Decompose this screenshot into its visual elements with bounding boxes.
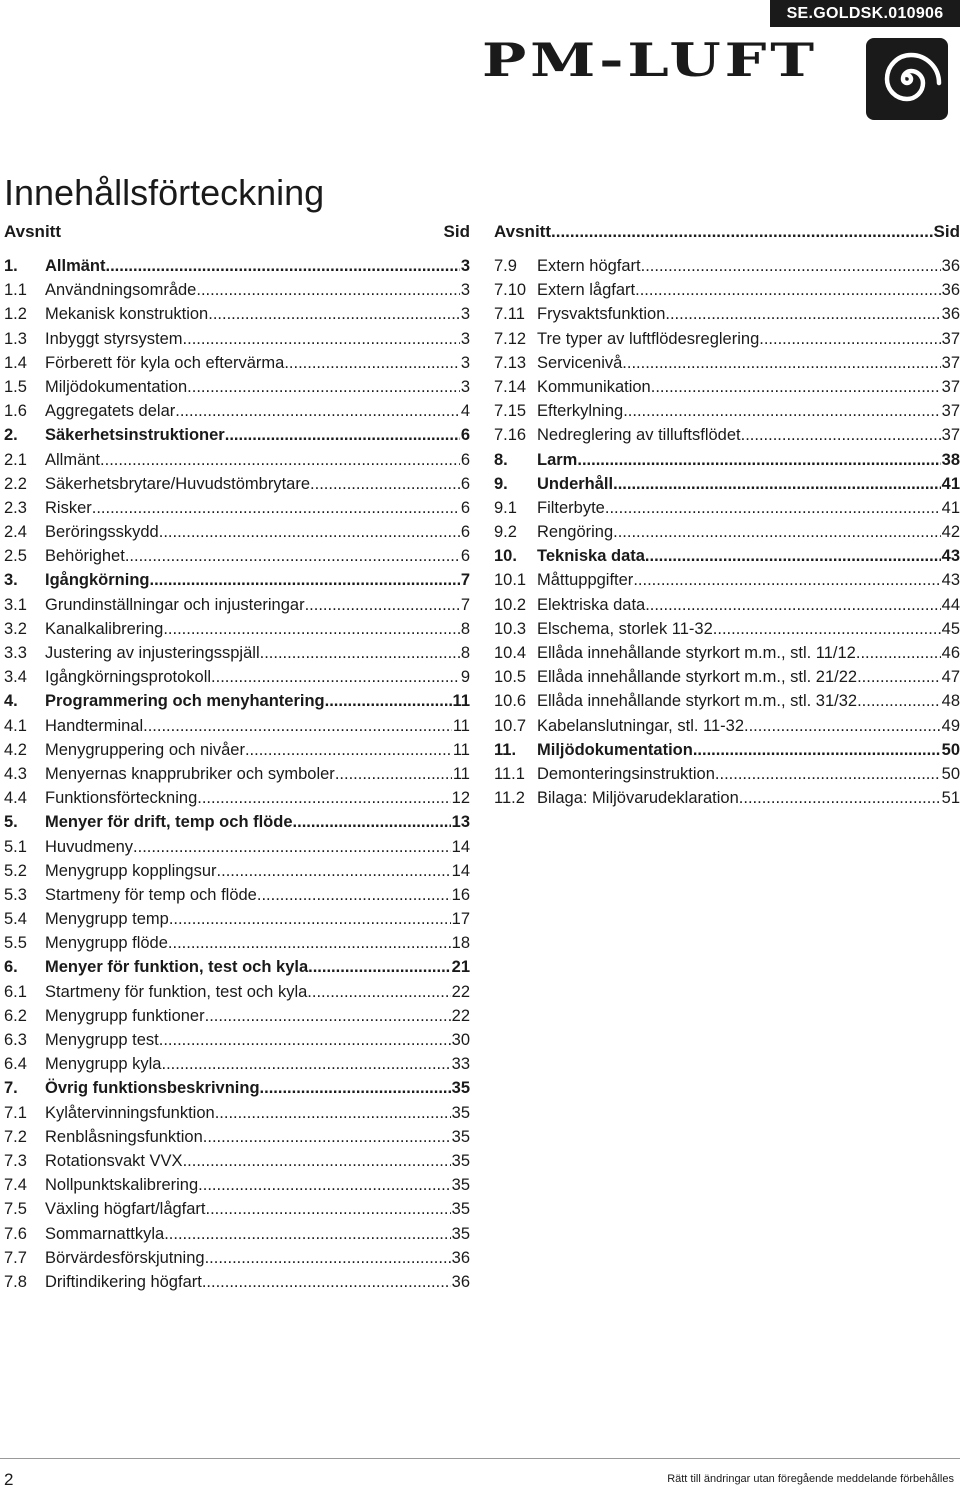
toc-entry-title: Extern lågfart bbox=[537, 281, 636, 300]
toc-entry-number: 2.4 bbox=[4, 523, 27, 542]
toc-entry[interactable] bbox=[4, 689, 470, 713]
toc-entry-page: 8 bbox=[460, 619, 470, 638]
toc-entry-title: Menyernas knapprubriker och symboler bbox=[45, 764, 335, 783]
toc-entry-number: 1.2 bbox=[4, 305, 27, 324]
toc-entry[interactable] bbox=[4, 375, 470, 399]
header-page-label: Sid bbox=[933, 222, 960, 241]
toc-entry-number: 2. bbox=[4, 426, 18, 445]
toc-entry[interactable] bbox=[4, 1246, 470, 1270]
toc-entry-page: 14 bbox=[451, 837, 470, 856]
toc-entry[interactable] bbox=[4, 786, 470, 810]
toc-entry[interactable] bbox=[494, 302, 960, 326]
toc-entry-number: 9. bbox=[494, 474, 508, 493]
toc-entry-page: 50 bbox=[941, 740, 960, 759]
toc-entry-title: Nollpunktskalibrering bbox=[45, 1176, 199, 1195]
toc-entry-number: 7.5 bbox=[4, 1200, 27, 1219]
toc-entry-page: 21 bbox=[451, 958, 470, 977]
toc-entry[interactable] bbox=[494, 786, 960, 810]
toc-column-left bbox=[4, 220, 470, 1294]
toc-entry-title: Filterbyte bbox=[537, 498, 605, 517]
toc-entry[interactable] bbox=[4, 859, 470, 883]
toc-entry-page: 35 bbox=[451, 1079, 470, 1098]
toc-entry-page: 22 bbox=[451, 1006, 470, 1025]
toc-entry-page: 3 bbox=[460, 305, 470, 324]
toc-entry-title: Rotationsvakt VVX bbox=[45, 1151, 183, 1170]
toc-entry-number: 2.5 bbox=[4, 547, 27, 566]
toc-entry[interactable] bbox=[4, 1197, 470, 1221]
toc-entry-title: Startmeny för funktion, test och kyla bbox=[45, 982, 308, 1001]
toc-entry-number: 10.4 bbox=[494, 644, 527, 662]
toc-entry[interactable] bbox=[4, 1125, 470, 1149]
toc-entry-number: 1.5 bbox=[4, 377, 27, 396]
toc-entry-number: 7.6 bbox=[4, 1224, 27, 1243]
toc-entry-number: 7.7 bbox=[4, 1248, 27, 1267]
toc-entry-page: 3 bbox=[460, 257, 470, 275]
toc-entry-page: 36 bbox=[451, 1248, 470, 1267]
toc-entry-page: 3 bbox=[460, 353, 470, 372]
toc-entry-title: Extern högfart bbox=[537, 257, 641, 275]
toc-entry[interactable] bbox=[494, 665, 960, 689]
toc-list-left bbox=[4, 254, 470, 1294]
toc-entry-page: 51 bbox=[941, 789, 960, 808]
toc-entry-page: 37 bbox=[941, 329, 960, 348]
toc-entry-title: Huvudmeny bbox=[45, 837, 134, 856]
toc-entry-title: Inbyggt styrsystem bbox=[45, 329, 183, 348]
toc-entry-number: 3.4 bbox=[4, 668, 27, 687]
toc-entry[interactable] bbox=[4, 1052, 470, 1076]
toc-entry-number: 2.1 bbox=[4, 450, 27, 469]
toc-entry-page: 14 bbox=[451, 861, 470, 880]
toc-entry-title: Kanalkalibrering bbox=[45, 619, 164, 638]
toc-entry-page: 42 bbox=[941, 523, 960, 542]
toc-entry-number: 7.8 bbox=[4, 1272, 27, 1291]
toc-entry[interactable] bbox=[4, 641, 470, 665]
toc-entry-title: Aggregatets delar bbox=[45, 402, 176, 421]
toc-entry[interactable] bbox=[494, 399, 960, 423]
toc-entry-title: Igångkörning bbox=[45, 571, 150, 590]
toc-entry-title: Börvärdesförskjutning bbox=[45, 1248, 205, 1267]
toc-header-left bbox=[4, 220, 470, 244]
toc-entry-title: Miljödokumentation bbox=[45, 377, 188, 396]
toc-entry-title: Kommunikation bbox=[537, 377, 651, 396]
toc-entry[interactable] bbox=[494, 496, 960, 520]
toc-entry-page: 43 bbox=[941, 547, 960, 566]
toc-entry[interactable] bbox=[4, 351, 470, 375]
toc-entry[interactable] bbox=[4, 1173, 470, 1197]
toc-entry-page: 41 bbox=[941, 498, 960, 517]
toc-entry-page: 3 bbox=[460, 281, 470, 300]
toc-entry-title: Beröringsskydd bbox=[45, 523, 159, 542]
toc-entry[interactable] bbox=[4, 448, 470, 472]
toc-entry-page: 35 bbox=[451, 1127, 470, 1146]
toc-entry-page: 36 bbox=[941, 257, 960, 275]
toc-entry-page: 11 bbox=[452, 740, 470, 759]
toc-entry-title: Igångkörningsprotokoll bbox=[45, 668, 212, 687]
toc-entry-number: 10.1 bbox=[494, 571, 527, 590]
toc-entry-title: Behörighet bbox=[45, 547, 125, 566]
toc-entry-page: 6 bbox=[460, 426, 470, 445]
toc-entry-title: Allmänt bbox=[45, 257, 106, 275]
toc-entry-title: Menygrupp kyla bbox=[45, 1055, 162, 1074]
toc-entry[interactable] bbox=[494, 351, 960, 375]
toc-entry-page: 41 bbox=[941, 474, 960, 493]
toc-entry-page: 6 bbox=[460, 498, 470, 517]
toc-entry-number: 7.9 bbox=[494, 257, 517, 275]
toc-entry[interactable] bbox=[494, 738, 960, 762]
toc-entry-number: 3. bbox=[4, 571, 18, 590]
toc-entry-page: 50 bbox=[941, 764, 960, 783]
toc-entry-number: 7.10 bbox=[494, 281, 527, 300]
toc-entry-title: Övrig funktionsbeskrivning bbox=[45, 1079, 260, 1098]
toc-entry-number: 1.3 bbox=[4, 329, 27, 348]
toc-entry-title: Frysvaktsfunktion bbox=[537, 305, 666, 324]
toc-entry-page: 35 bbox=[451, 1176, 470, 1195]
toc-entry-page: 48 bbox=[941, 692, 960, 711]
toc-entry-title: Driftindikering högfart bbox=[45, 1272, 202, 1291]
toc-entry-number: 7. bbox=[4, 1079, 18, 1098]
toc-entry[interactable] bbox=[4, 1270, 470, 1294]
toc-entry[interactable] bbox=[4, 1101, 470, 1125]
toc-entry-number: 11.1 bbox=[494, 764, 525, 783]
toc-entry-number: 7.12 bbox=[494, 329, 527, 348]
toc-entry-number: 6. bbox=[4, 958, 18, 977]
toc-entry-page: 12 bbox=[451, 789, 470, 808]
toc-entry-title: Allmänt bbox=[45, 450, 101, 469]
toc-entry[interactable] bbox=[494, 520, 960, 544]
toc-entry-number: 7.1 bbox=[4, 1103, 27, 1122]
toc-entry[interactable] bbox=[494, 472, 960, 496]
toc-entry-page: 36 bbox=[941, 281, 960, 300]
swirl-logo-icon bbox=[866, 38, 948, 120]
toc-list-right bbox=[494, 254, 960, 810]
toc-entry-title: Förberett för kyla och eftervärma bbox=[45, 353, 285, 372]
toc-entry-page: 38 bbox=[941, 450, 960, 469]
toc-entry[interactable] bbox=[4, 544, 470, 568]
toc-entry-page: 43 bbox=[941, 571, 960, 590]
toc-entry-number: 10.7 bbox=[494, 716, 527, 735]
toc-entry-page: 37 bbox=[941, 377, 960, 396]
toc-entry-title: Funktionsförteckning bbox=[45, 789, 198, 808]
toc-entry-page: 16 bbox=[451, 885, 470, 904]
header-section-label: Avsnitt bbox=[4, 222, 61, 241]
header-section-label: Avsnitt bbox=[494, 222, 551, 241]
toc-entry-page: 3 bbox=[460, 377, 470, 396]
toc-entry-page: 36 bbox=[451, 1272, 470, 1291]
toc-entry-page: 47 bbox=[941, 668, 960, 687]
toc-entry-number: 1. bbox=[4, 257, 18, 275]
toc-entry-title: Tre typer av luftflödesreglering bbox=[537, 329, 760, 348]
toc-entry-page: 6 bbox=[460, 523, 470, 542]
toc-entry-title: Elschema, storlek 11-32 bbox=[537, 619, 713, 638]
toc-entry[interactable] bbox=[4, 980, 470, 1004]
toc-entry-title: Menygrupp kopplingsur bbox=[45, 861, 217, 880]
footer-divider bbox=[0, 1458, 960, 1459]
toc-entry-title: Menygrupp temp bbox=[45, 910, 169, 929]
toc-entry-number: 3.3 bbox=[4, 644, 27, 662]
toc-entry-number: 7.2 bbox=[4, 1127, 27, 1146]
toc-entry-title: Ellåda innehållande styrkort m.m., stl. 11/12 bbox=[537, 644, 856, 662]
toc-entry-number: 1.1 bbox=[4, 281, 27, 300]
toc-entry-number: 7.11 bbox=[494, 305, 525, 324]
toc-entry-number: 7.15 bbox=[494, 402, 527, 421]
toc-entry-number: 4.1 bbox=[4, 716, 27, 735]
toc-entry[interactable] bbox=[494, 423, 960, 447]
toc-entry-number: 4.3 bbox=[4, 764, 27, 783]
toc-entry-number: 7.16 bbox=[494, 426, 527, 445]
toc-entry[interactable] bbox=[4, 327, 470, 351]
toc-entry[interactable] bbox=[4, 593, 470, 617]
toc-entry-title: Användningsområde bbox=[45, 281, 197, 300]
toc-entry-number: 3.2 bbox=[4, 619, 27, 638]
toc-entry-number: 6.4 bbox=[4, 1055, 27, 1074]
toc-entry[interactable] bbox=[494, 278, 960, 302]
document-code-badge: SE.GOLDSK.010906 bbox=[770, 0, 960, 27]
toc-entry-title: Ellåda innehållande styrkort m.m., stl. 31/32 bbox=[537, 692, 858, 711]
toc-entry-page: 37 bbox=[941, 402, 960, 421]
toc-entry-title: Programmering och menyhantering bbox=[45, 692, 325, 711]
toc-entry-title: Rengöring bbox=[537, 523, 614, 542]
toc-entry[interactable] bbox=[4, 1076, 470, 1100]
toc-entry-number: 11. bbox=[494, 740, 517, 759]
toc-entry-title: Menygrupp funktioner bbox=[45, 1006, 205, 1025]
toc-entry-number: 10.3 bbox=[494, 619, 527, 638]
toc-entry-number: 4.2 bbox=[4, 740, 27, 759]
toc-entry-number: 1.4 bbox=[4, 353, 27, 372]
toc-entry-page: 4 bbox=[460, 402, 470, 421]
toc-entry-page: 6 bbox=[460, 474, 470, 493]
toc-entry-title: Måttuppgifter bbox=[537, 571, 634, 590]
toc-entry[interactable] bbox=[4, 302, 470, 326]
toc-entry-title: Säkerhetsbrytare/Huvudstömbrytare bbox=[45, 474, 311, 493]
toc-entry-title: Startmeny för temp och flöde bbox=[45, 885, 257, 904]
toc-entry[interactable] bbox=[4, 399, 470, 423]
toc-entry-page: 36 bbox=[941, 305, 960, 324]
header-page-label: Sid bbox=[443, 222, 470, 241]
toc-entry[interactable] bbox=[494, 762, 960, 786]
toc-entry-number: 2.2 bbox=[4, 474, 27, 493]
toc-entry-title: Risker bbox=[45, 498, 92, 517]
toc-entry-title: Sommarnattkyla bbox=[45, 1224, 165, 1243]
toc-entry[interactable] bbox=[4, 520, 470, 544]
toc-entry[interactable] bbox=[4, 617, 470, 641]
toc-entry-title: Renblåsningsfunktion bbox=[45, 1127, 203, 1146]
toc-entry-title: Säkerhetsinstruktioner bbox=[45, 426, 225, 445]
toc-entry-number: 4.4 bbox=[4, 789, 27, 808]
toc-entry-title: Servicenivå bbox=[537, 353, 623, 372]
toc-entry-page: 35 bbox=[451, 1151, 470, 1170]
toc-entry-page: 6 bbox=[460, 450, 470, 469]
toc-entry-title: Grundinställningar och injusteringar bbox=[45, 595, 305, 614]
toc-entry-number: 10.2 bbox=[494, 595, 527, 614]
toc-entry-page: 35 bbox=[451, 1103, 470, 1122]
toc-entry[interactable] bbox=[4, 254, 470, 278]
toc-entry-page: 44 bbox=[941, 595, 960, 614]
toc-entry-number: 7.3 bbox=[4, 1151, 27, 1170]
toc-entry-title: Menyer för drift, temp och flöde bbox=[45, 813, 293, 832]
toc-entry[interactable] bbox=[494, 641, 960, 665]
toc-entry[interactable] bbox=[4, 665, 470, 689]
toc-entry-number: 11.2 bbox=[494, 789, 525, 808]
toc-entry-title: Handterminal bbox=[45, 716, 144, 735]
toc-entry-number: 7.14 bbox=[494, 377, 527, 396]
toc-entry-title: Miljödokumentation bbox=[537, 740, 693, 759]
toc-entry-page: 11 bbox=[452, 764, 470, 783]
toc-entry[interactable] bbox=[4, 278, 470, 302]
toc-entry[interactable] bbox=[4, 738, 470, 762]
toc-entry-number: 5.1 bbox=[4, 837, 27, 856]
toc-entry[interactable] bbox=[494, 448, 960, 472]
page-title: Innehållsförteckning bbox=[4, 172, 325, 213]
toc-entry-number: 3.1 bbox=[4, 595, 27, 614]
toc-entry-page: 33 bbox=[451, 1055, 470, 1074]
toc-entry[interactable] bbox=[4, 907, 470, 931]
toc-entry[interactable] bbox=[4, 1222, 470, 1246]
toc-entry-number: 6.2 bbox=[4, 1006, 27, 1025]
toc-entry-number: 9.1 bbox=[494, 498, 517, 517]
toc-entry-page: 7 bbox=[460, 571, 470, 590]
toc-entry-page: 17 bbox=[451, 910, 470, 929]
toc-entry[interactable] bbox=[4, 835, 470, 859]
toc-entry-number: 10. bbox=[494, 547, 517, 566]
toc-entry[interactable] bbox=[494, 254, 960, 278]
toc-entry[interactable] bbox=[4, 714, 470, 738]
toc-entry-title: Justering av injusteringsspjäll bbox=[45, 644, 260, 662]
toc-entry-number: 5.2 bbox=[4, 861, 27, 880]
toc-entry-title: Nedreglering av tilluftsflödet bbox=[537, 426, 741, 445]
toc-entry[interactable] bbox=[494, 568, 960, 592]
toc-entry-title: Demonteringsinstruktion bbox=[537, 764, 715, 783]
toc-entry-number: 8. bbox=[494, 450, 508, 469]
toc-entry[interactable] bbox=[494, 544, 960, 568]
toc-entry[interactable] bbox=[4, 1149, 470, 1173]
toc-entry-number: 6.3 bbox=[4, 1031, 27, 1049]
toc-entry-title: Mekanisk konstruktion bbox=[45, 305, 209, 324]
toc-entry-title: Efterkylning bbox=[537, 402, 624, 421]
toc-entry-title: Menygruppering och nivåer bbox=[45, 740, 245, 759]
toc-entry-page: 11 bbox=[452, 692, 470, 711]
toc-entry-page: 3 bbox=[460, 329, 470, 348]
toc-entry[interactable] bbox=[4, 762, 470, 786]
toc-entry[interactable] bbox=[4, 496, 470, 520]
toc-entry-page: 46 bbox=[941, 644, 960, 662]
toc-entry-page: 35 bbox=[451, 1200, 470, 1219]
toc-entry-number: 5. bbox=[4, 813, 18, 832]
toc-entry-number: 1.6 bbox=[4, 402, 27, 421]
toc-entry[interactable] bbox=[4, 955, 470, 979]
toc-entry[interactable] bbox=[4, 883, 470, 907]
toc-entry[interactable] bbox=[494, 375, 960, 399]
toc-entry[interactable] bbox=[494, 714, 960, 738]
toc-entry-page: 30 bbox=[451, 1031, 470, 1049]
toc-entry[interactable] bbox=[4, 810, 470, 834]
toc-entry[interactable] bbox=[4, 1028, 470, 1052]
toc-entry-number: 5.4 bbox=[4, 910, 27, 929]
toc-entry-title: Menygrupp flöde bbox=[45, 934, 168, 953]
toc-entry[interactable] bbox=[4, 472, 470, 496]
toc-entry-title: Menygrupp test bbox=[45, 1031, 159, 1049]
page-number: 2 bbox=[4, 1470, 14, 1489]
toc-entry-page: 11 bbox=[452, 716, 470, 735]
footer-disclaimer: Rätt till ändringar utan föregående meddelande förbehålles bbox=[667, 1473, 954, 1485]
toc-entry-title: Kylåtervinningsfunktion bbox=[45, 1103, 215, 1122]
toc-entry-page: 13 bbox=[451, 813, 470, 832]
toc-entry-page: 6 bbox=[460, 547, 470, 566]
toc-entry[interactable] bbox=[4, 931, 470, 955]
toc-entry-number: 9.2 bbox=[494, 523, 517, 542]
toc-entry-title: Menyer för funktion, test och kyla bbox=[45, 958, 309, 977]
toc-entry-title: Tekniska data bbox=[537, 547, 645, 566]
logo-wordmark: PM-LUFT bbox=[482, 33, 818, 87]
toc-entry-number: 4. bbox=[4, 692, 18, 711]
toc-entry-title: Växling högfart/lågfart bbox=[45, 1200, 206, 1219]
toc-entry[interactable] bbox=[494, 689, 960, 713]
toc-entry[interactable] bbox=[494, 327, 960, 351]
toc-entry-page: 22 bbox=[451, 982, 470, 1001]
pm-luft-logo bbox=[482, 33, 948, 122]
toc-column-right bbox=[494, 220, 960, 810]
toc-entry-page: 37 bbox=[941, 426, 960, 445]
toc-entry-number: 5.3 bbox=[4, 885, 27, 904]
toc-entry-page: 7 bbox=[460, 595, 470, 614]
toc-entry-title: Underhåll bbox=[537, 474, 614, 493]
toc-entry-page: 18 bbox=[451, 934, 470, 953]
toc-entry-title: Bilaga: Miljövarudeklaration bbox=[537, 789, 739, 808]
toc-entry[interactable] bbox=[494, 593, 960, 617]
toc-entry-number: 6.1 bbox=[4, 982, 27, 1001]
toc-header-right bbox=[494, 220, 960, 244]
toc-entry-title: Elektriska data bbox=[537, 595, 646, 614]
toc-entry-page: 49 bbox=[941, 716, 960, 735]
toc-entry-number: 5.5 bbox=[4, 934, 27, 953]
toc-entry[interactable] bbox=[4, 568, 470, 592]
toc-entry-number: 7.4 bbox=[4, 1176, 27, 1195]
toc-entry[interactable] bbox=[4, 423, 470, 447]
toc-entry-page: 37 bbox=[941, 353, 960, 372]
toc-entry-page: 45 bbox=[941, 619, 960, 638]
toc-entry-number: 2.3 bbox=[4, 498, 27, 517]
toc-entry-number: 10.5 bbox=[494, 668, 527, 687]
toc-entry-number: 7.13 bbox=[494, 353, 527, 372]
toc-entry-title: Kabelanslutningar, stl. 11-32 bbox=[537, 716, 744, 735]
toc-entry-title: Larm bbox=[537, 450, 578, 469]
toc-entry-title: Ellåda innehållande styrkort m.m., stl. 21/22 bbox=[537, 668, 858, 687]
toc-entry-page: 9 bbox=[460, 668, 470, 687]
toc-entry[interactable] bbox=[494, 617, 960, 641]
toc-entry-number: 10.6 bbox=[494, 692, 527, 711]
toc-entry-page: 35 bbox=[451, 1224, 470, 1243]
toc-entry-page: 8 bbox=[460, 644, 470, 662]
toc-entry[interactable] bbox=[4, 1004, 470, 1028]
